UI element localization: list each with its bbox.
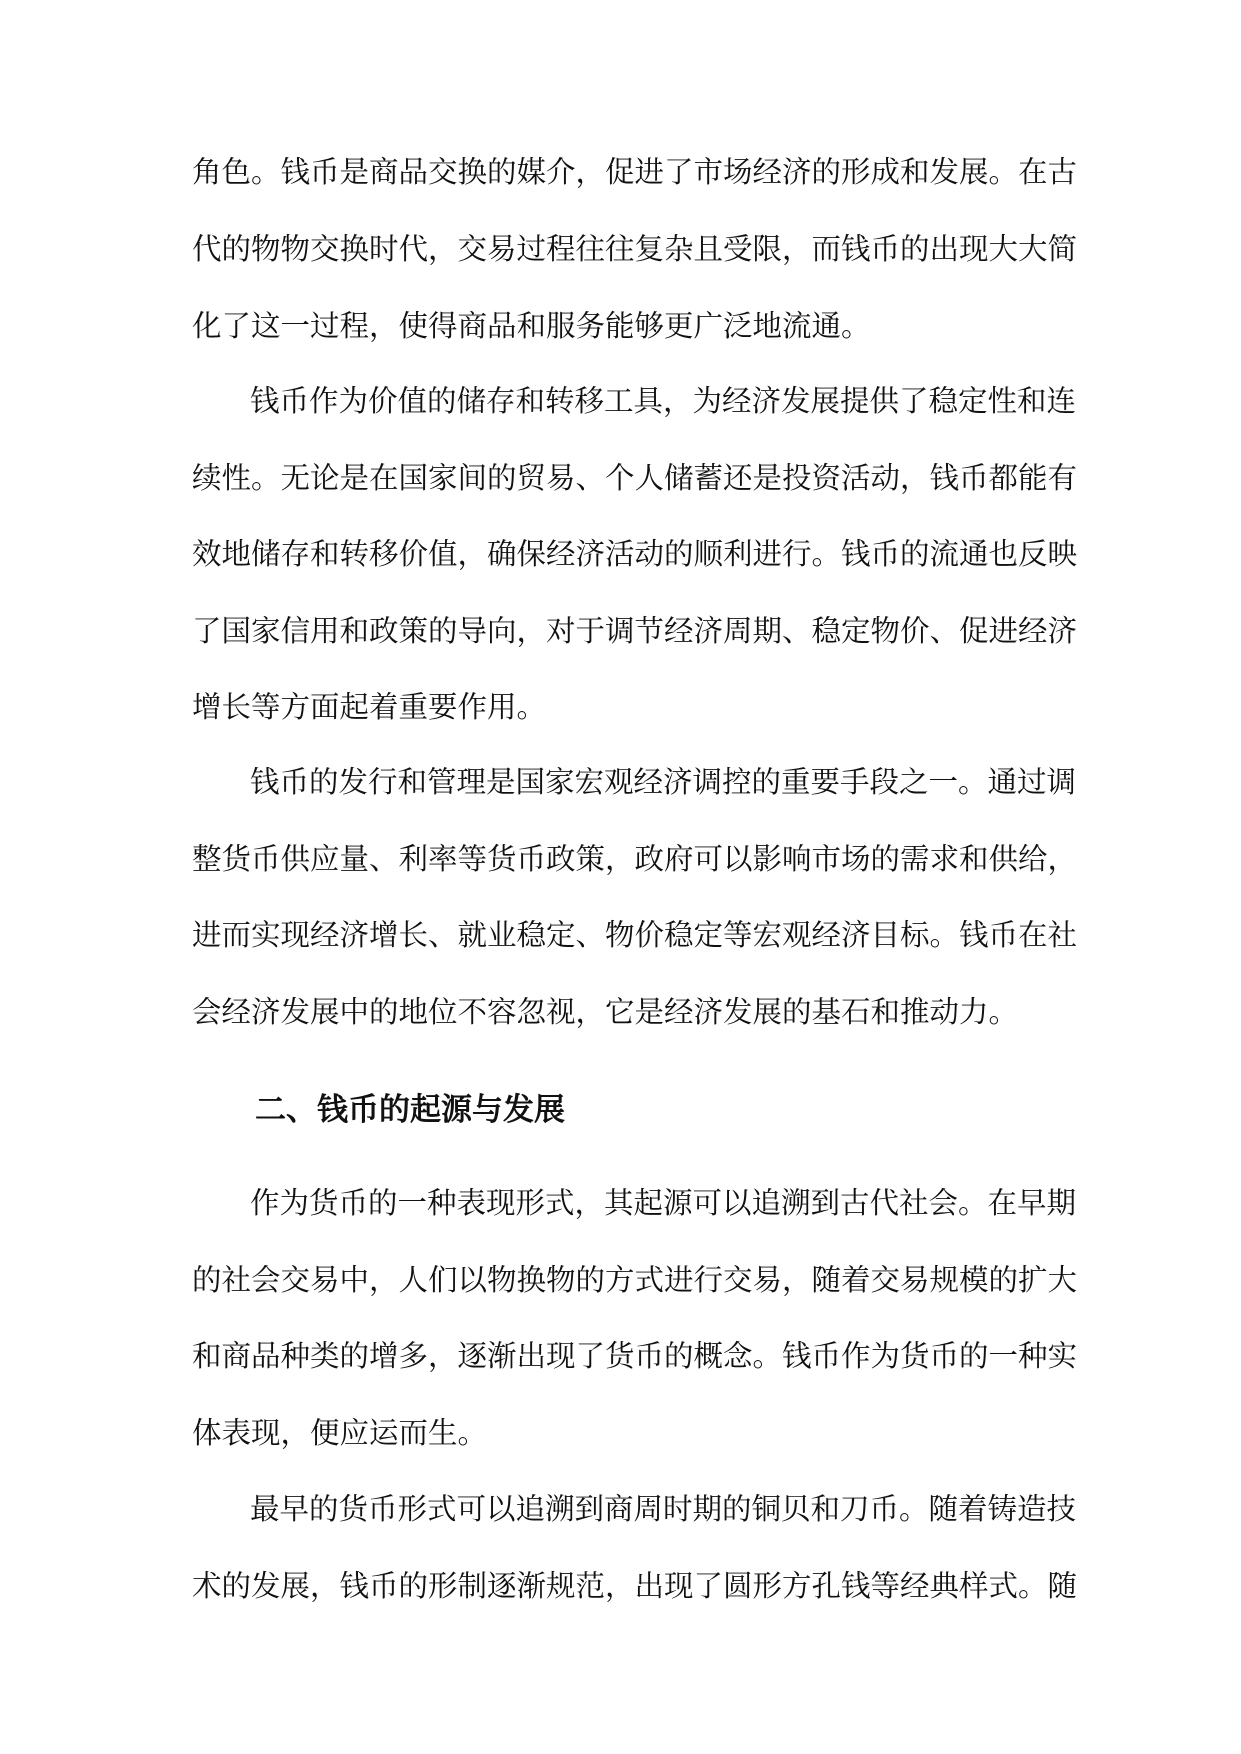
paragraph-line: 进而实现经济增长、就业稳定、物价稳定等宏观经济目标。钱币在社 <box>192 918 1078 952</box>
paragraph-line: 作为货币的一种表现形式，其起源可以追溯到古代社会。在早期 <box>250 1186 1077 1220</box>
paragraph-line: 续性。无论是在国家间的贸易、个人储蓄还是投资活动，钱币都能有 <box>192 461 1078 495</box>
paragraph-line: 增长等方面起着重要作用。 <box>192 690 547 724</box>
paragraph-line: 角色。钱币是商品交换的媒介，促进了市场经济的形成和发展。在古 <box>192 155 1078 189</box>
paragraph-line: 会经济发展中的地位不容忽视，它是经济发展的基石和推动力。 <box>192 995 1019 1029</box>
paragraph-line: 术的发展，钱币的形制逐渐规范，出现了圆形方孔钱等经典样式。随 <box>192 1569 1078 1603</box>
paragraph-line: 了国家信用和政策的导向，对于调节经济周期、稳定物价、促进经济 <box>192 614 1078 648</box>
paragraph-line: 钱币的发行和管理是国家宏观经济调控的重要手段之一。通过调 <box>250 765 1077 799</box>
paragraph-line: 效地储存和转移价值，确保经济活动的顺利进行。钱币的流通也反映 <box>192 537 1078 571</box>
paragraph-line: 钱币作为价值的储存和转移工具，为经济发展提供了稳定性和连 <box>250 384 1077 418</box>
section-heading: 二、钱币的起源与发展 <box>255 1092 565 1128</box>
paragraph-line: 化了这一过程，使得商品和服务能够更广泛地流通。 <box>192 309 871 343</box>
paragraph-line: 最早的货币形式可以追溯到商周时期的铜贝和刀币。随着铸造技 <box>250 1492 1077 1526</box>
paragraph-line: 和商品种类的增多，逐渐出现了货币的概念。钱币作为货币的一种实 <box>192 1339 1078 1373</box>
paragraph-line: 的社会交易中，人们以物换物的方式进行交易，随着交易规模的扩大 <box>192 1263 1078 1297</box>
paragraph-line: 代的物物交换时代，交易过程往往复杂且受限，而钱币的出现大大简 <box>192 232 1078 266</box>
paragraph-line: 整货币供应量、利率等货币政策，政府可以影响市场的需求和供给， <box>192 842 1078 876</box>
paragraph-line: 体表现，便应运而生。 <box>192 1416 488 1450</box>
